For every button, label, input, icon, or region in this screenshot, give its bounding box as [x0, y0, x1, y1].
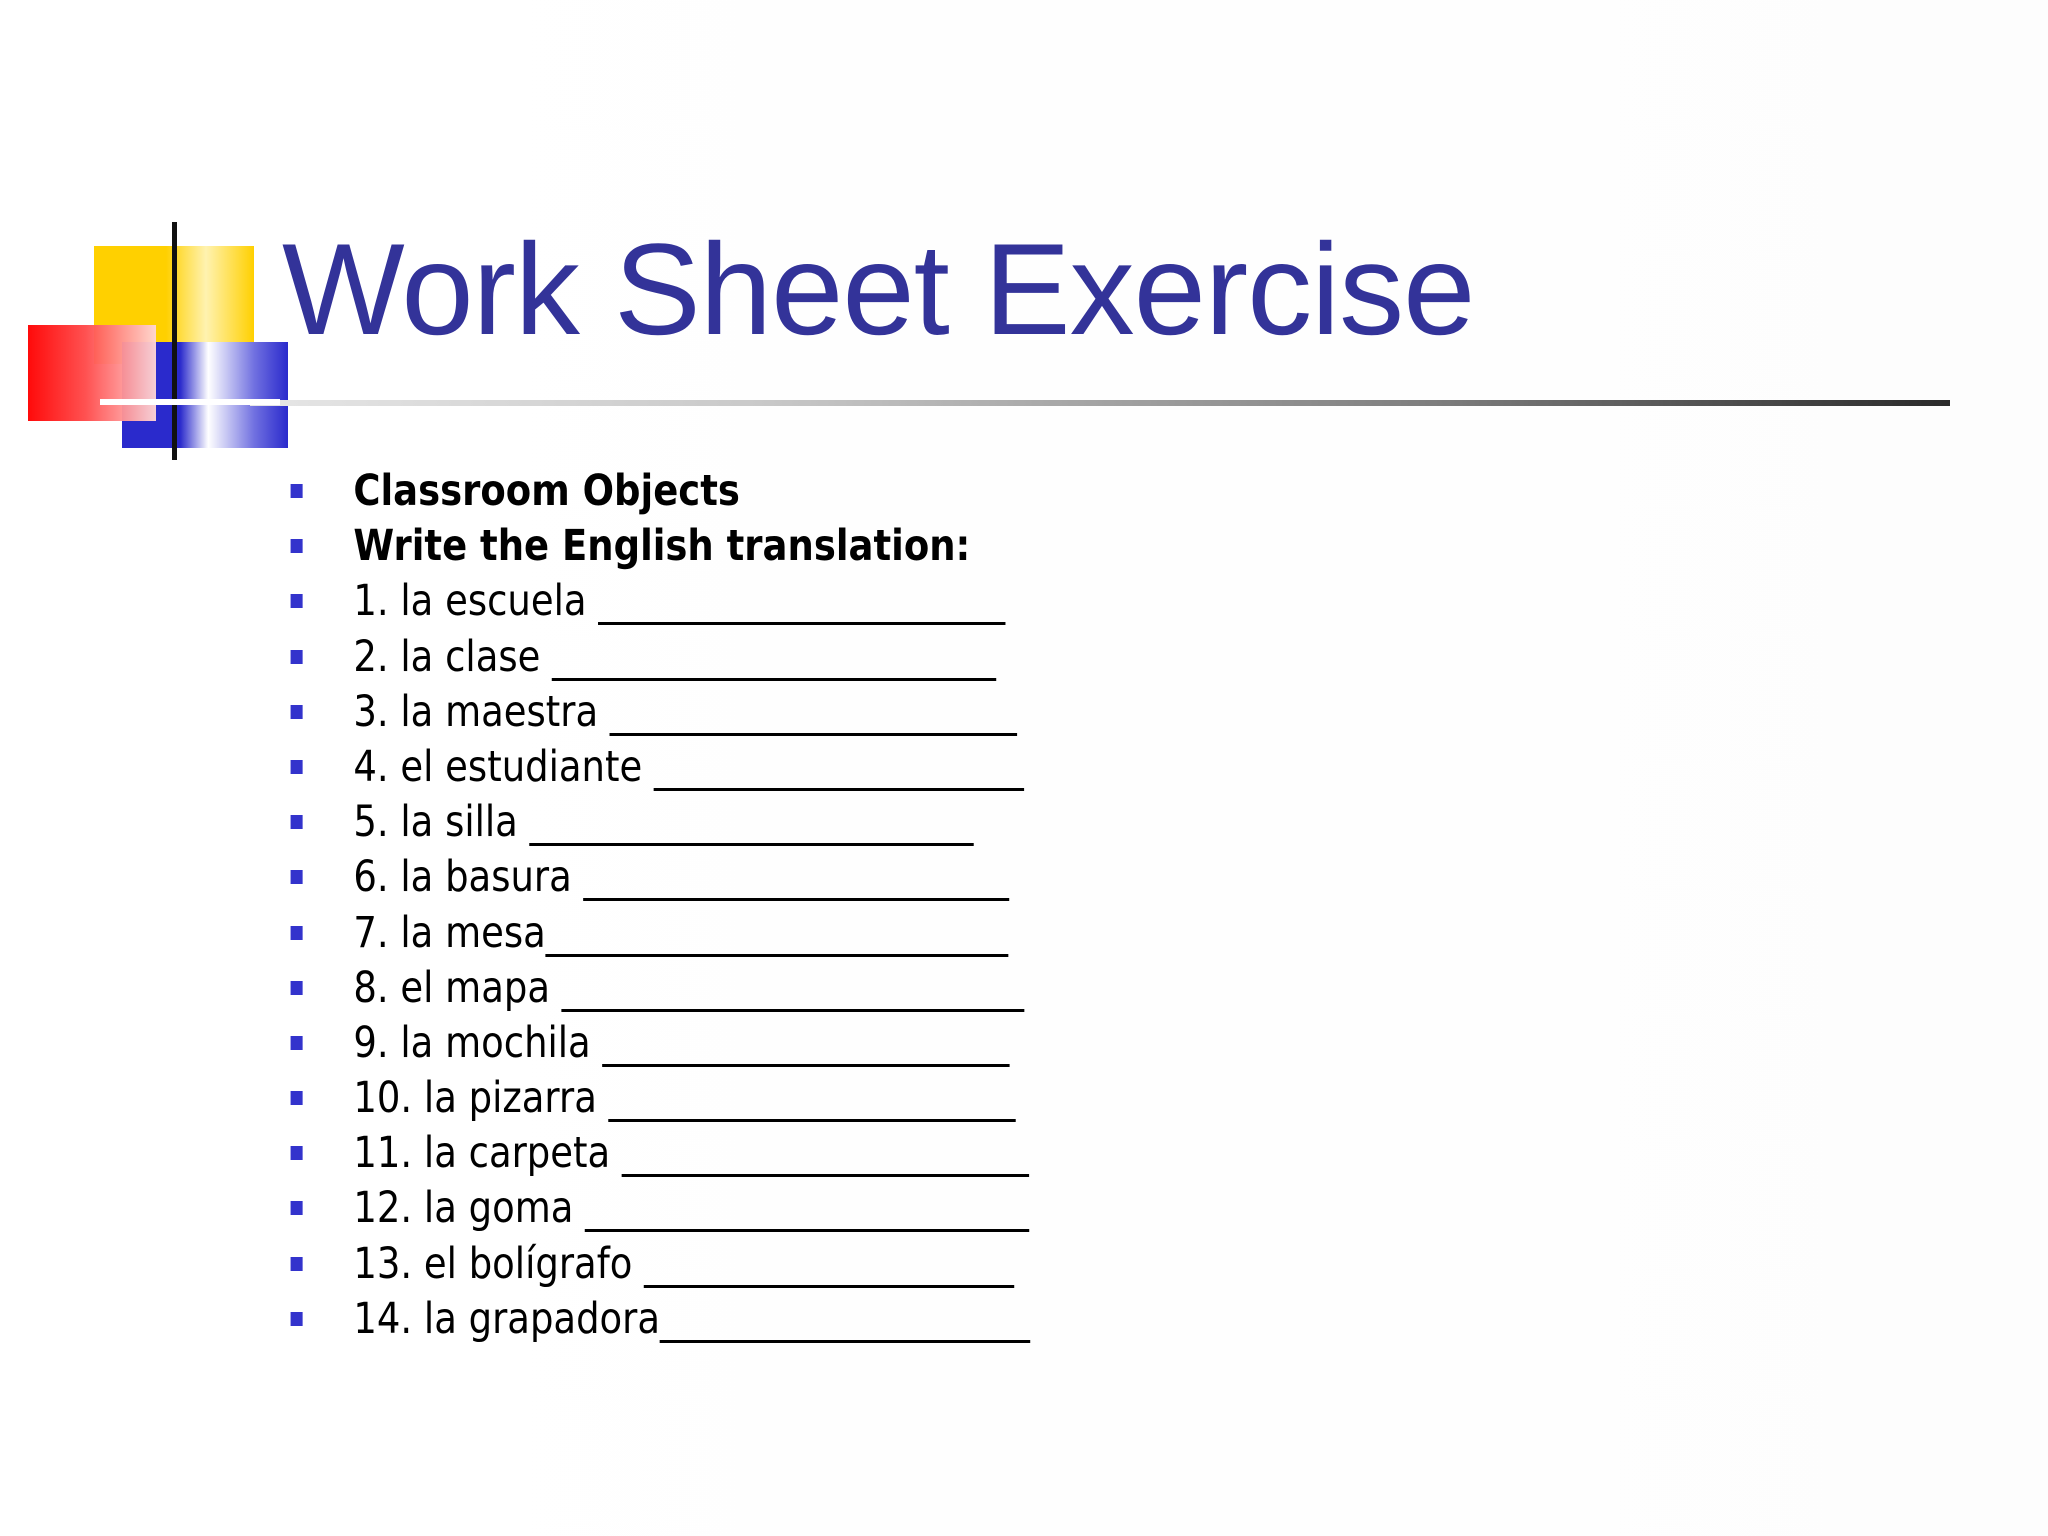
bullet-item — [288, 464, 1030, 519]
bullet-item — [288, 850, 1030, 905]
square-bullet-icon — [291, 1091, 303, 1105]
square-bullet-icon — [291, 1312, 303, 1326]
bullet-text: 5. la silla ________________________ — [353, 797, 974, 848]
bullet-text: 6. la basura _______________________ — [353, 852, 1009, 903]
square-bullet-icon — [291, 1257, 303, 1271]
bullet-item — [288, 1181, 1030, 1236]
bullet-item — [288, 574, 1030, 629]
bullet-text: 1. la escuela ______________________ — [353, 576, 1006, 627]
bullet-text: 12. la goma ________________________ — [353, 1183, 1029, 1234]
bullet-text: 13. el bolígrafo ____________________ — [353, 1238, 1014, 1289]
bullet-text: 2. la clase ________________________ — [353, 631, 996, 682]
square-bullet-icon — [291, 484, 303, 498]
red-square-decoration — [28, 325, 156, 421]
slide-title: Work Sheet Exercise — [282, 216, 1475, 362]
bullet-item — [288, 1016, 1030, 1071]
square-bullet-icon — [291, 815, 303, 829]
bullet-item — [288, 1237, 1030, 1292]
bullet-text: 7. la mesa_________________________ — [353, 907, 1009, 958]
title-underline-rule — [250, 400, 1950, 406]
bullet-item — [288, 906, 1030, 961]
bullet-item — [288, 1071, 1030, 1126]
bullet-text: 14. la grapadora____________________ — [353, 1293, 1030, 1344]
square-bullet-icon — [291, 760, 303, 774]
bullet-item — [288, 630, 1030, 685]
square-bullet-icon — [291, 650, 303, 664]
bullet-text: 9. la mochila ______________________ — [353, 1017, 1010, 1068]
bullet-item — [288, 519, 1030, 574]
square-bullet-icon — [291, 539, 303, 553]
bullet-text: Classroom Objects — [353, 466, 740, 516]
square-bullet-icon — [291, 981, 303, 995]
square-bullet-icon — [291, 1036, 303, 1050]
bullet-item — [288, 740, 1030, 795]
bullet-item — [288, 795, 1030, 850]
square-bullet-icon — [291, 1146, 303, 1160]
square-bullet-icon — [291, 594, 303, 608]
bullet-text: Write the English translation: — [353, 521, 971, 572]
square-bullet-icon — [291, 705, 303, 719]
bullet-list — [288, 464, 1151, 1347]
bullet-text: 11. la carpeta ______________________ — [353, 1128, 1029, 1179]
bullet-text: 3. la maestra ______________________ — [353, 686, 1017, 737]
bullet-text: 10. la pizarra ______________________ — [353, 1073, 1016, 1124]
vertical-line-decoration — [172, 222, 177, 460]
square-bullet-icon — [291, 870, 303, 884]
bullet-item — [288, 1292, 1030, 1347]
bullet-text: 4. el estudiante ____________________ — [353, 741, 1024, 792]
bullet-item — [288, 685, 1030, 740]
square-bullet-icon — [291, 926, 303, 940]
bullet-item — [288, 1126, 1030, 1181]
bullet-item — [288, 961, 1030, 1016]
white-bar-decoration — [100, 399, 280, 405]
bullet-text: 8. el mapa _________________________ — [353, 962, 1025, 1013]
square-bullet-icon — [291, 1201, 303, 1215]
